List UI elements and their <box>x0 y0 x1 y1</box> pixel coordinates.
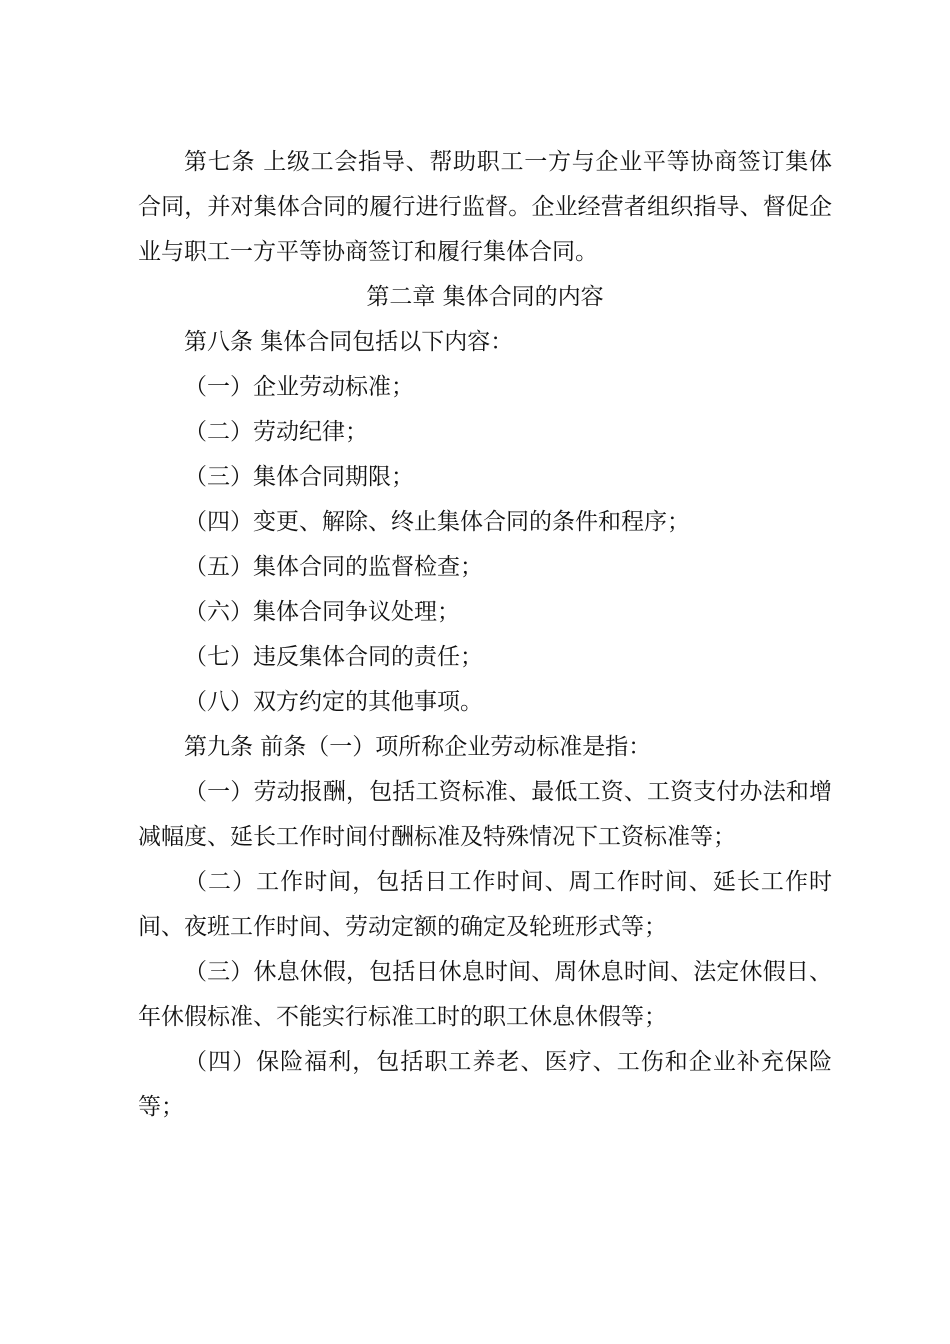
list-item: （三）休息休假，包括日休息时间、周休息时间、法定休假日、年休假标准、不能实行标准工时的职工休息休假等； <box>138 959 832 1030</box>
list-item: （三）集体合同期限； <box>184 464 414 490</box>
article-8: 第八条 集体合同包括以下内容： <box>184 329 514 355</box>
list-item: （八）双方约定的其他事项。 <box>184 689 483 715</box>
list-item: （一）劳动报酬，包括工资标准、最低工资、工资支付办法和增减幅度、延长工作时间付酬标准及特殊情况下工资标准等； <box>138 779 832 850</box>
list-item: （二）劳动纪律； <box>184 419 368 445</box>
article-9: 第九条 前条（一）项所称企业劳动标准是指： <box>184 734 652 760</box>
list-item: （四）保险福利，包括职工养老、医疗、工伤和企业补充保险等； <box>138 1049 832 1120</box>
article-7: 第七条 上级工会指导、帮助职工一方与企业平等协商签订集体合同，并对集体合同的履行进行监督。企业经营者组织指导、督促企业与职工一方平等协商签订和履行集体合同。 <box>138 149 832 265</box>
list-item: （一）企业劳动标准； <box>184 374 414 400</box>
chapter-heading: 第二章 集体合同的内容 <box>366 284 604 310</box>
list-item: （七）违反集体合同的责任； <box>184 644 483 670</box>
document-body <box>138 140 832 1130</box>
list-item: （六）集体合同争议处理； <box>184 599 460 625</box>
list-item: （五）集体合同的监督检查； <box>184 554 483 580</box>
list-item: （四）变更、解除、终止集体合同的条件和程序； <box>184 509 690 535</box>
list-item: （二）工作时间，包括日工作时间、周工作时间、延长工作时间、夜班工作时间、劳动定额的确定及轮班形式等； <box>138 869 832 940</box>
